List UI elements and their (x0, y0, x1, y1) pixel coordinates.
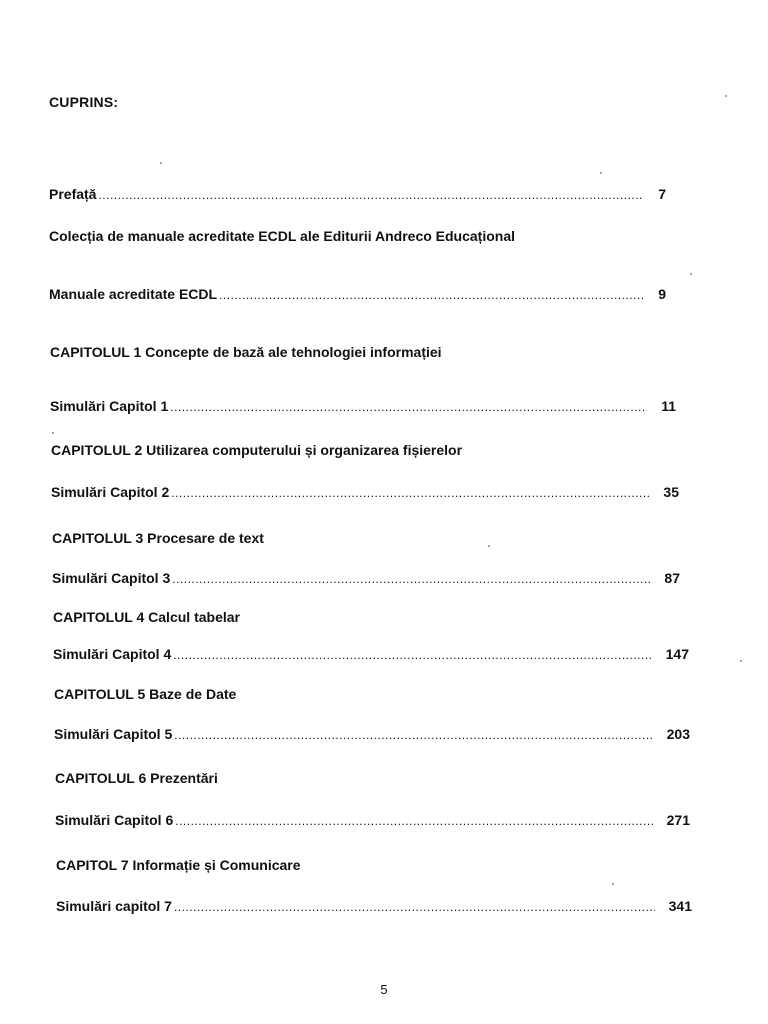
toc-entry-page: 11 (661, 398, 676, 414)
leader-dots (219, 288, 644, 302)
toc-entry-page: 271 (666, 812, 690, 828)
toc-section-title: Colecția de manuale acreditate ECDL ale Editurii Andreco Educațional (49, 228, 516, 244)
scan-speck (740, 660, 742, 662)
toc-entry-label: Simulări Capitol 4 (53, 646, 172, 662)
toc-entry-label: Simulări Capitol 5 (54, 726, 173, 742)
leader-dots (170, 400, 647, 414)
toc-entry-page: 87 (664, 570, 680, 586)
toc-entry-page: 35 (663, 484, 679, 500)
toc-entry-label: Simulări Capitol 3 (52, 570, 171, 586)
toc-chapter-title: CAPITOL 7 Informație și Comunicare (56, 857, 301, 873)
toc-chapter-title: CAPITOLUL 1 Concepte de bază ale tehnologiei informației (50, 344, 442, 360)
toc-chapter-title: CAPITOLUL 4 Calcul tabelar (53, 609, 240, 625)
toc-chapter-title: CAPITOLUL 5 Baze de Date (54, 686, 237, 702)
toc-entry-preface (49, 186, 666, 202)
scan-speck (488, 545, 490, 547)
toc-chapter-title: CAPITOLUL 2 Utilizarea computerului și organizarea fișierelor (51, 442, 463, 458)
scan-speck (600, 172, 602, 174)
leader-dots (175, 814, 652, 828)
toc-entry-page: 341 (668, 898, 692, 914)
leader-dots (174, 728, 652, 742)
toc-entry-label: Simulări Capitol 2 (51, 484, 170, 500)
leader-dots (172, 572, 650, 586)
leader-dots (174, 900, 655, 914)
toc-entry-sim-1 (50, 398, 676, 414)
toc-entry-sim-6 (55, 812, 690, 828)
toc-entry-page: 7 (658, 186, 666, 202)
toc-chapter-title: CAPITOLUL 6 Prezentări (55, 770, 218, 786)
toc-chapter-title: CAPITOLUL 3 Procesare de text (52, 530, 264, 546)
scan-speck (690, 273, 692, 275)
toc-entry-page: 147 (665, 646, 689, 662)
scan-speck (160, 162, 162, 164)
toc-entry-manuale (49, 286, 666, 302)
toc-entry-sim-4 (53, 646, 689, 662)
scan-speck (612, 883, 614, 885)
toc-entry-sim-7 (56, 898, 692, 914)
toc-entry-label: Simulări Capitol 6 (55, 812, 174, 828)
scan-speck (725, 95, 727, 97)
toc-entry-sim-3 (52, 570, 680, 586)
page-number: 5 (380, 982, 388, 997)
leader-dots (173, 648, 651, 662)
leader-dots (171, 486, 649, 500)
toc-entry-label: Manuale acreditate ECDL (49, 286, 218, 302)
toc-entry-label: Prefață (49, 186, 97, 202)
toc-entry-label: Simulări capitol 7 (56, 898, 172, 914)
toc-heading: CUPRINS: (49, 94, 119, 110)
leader-dots (98, 188, 644, 202)
scan-speck (52, 432, 54, 434)
toc-entry-sim-5 (54, 726, 690, 742)
toc-entry-page: 203 (666, 726, 690, 742)
toc-entry-page: 9 (658, 286, 666, 302)
toc-entry-label: Simulări Capitol 1 (50, 398, 169, 414)
toc-entry-sim-2 (51, 484, 679, 500)
